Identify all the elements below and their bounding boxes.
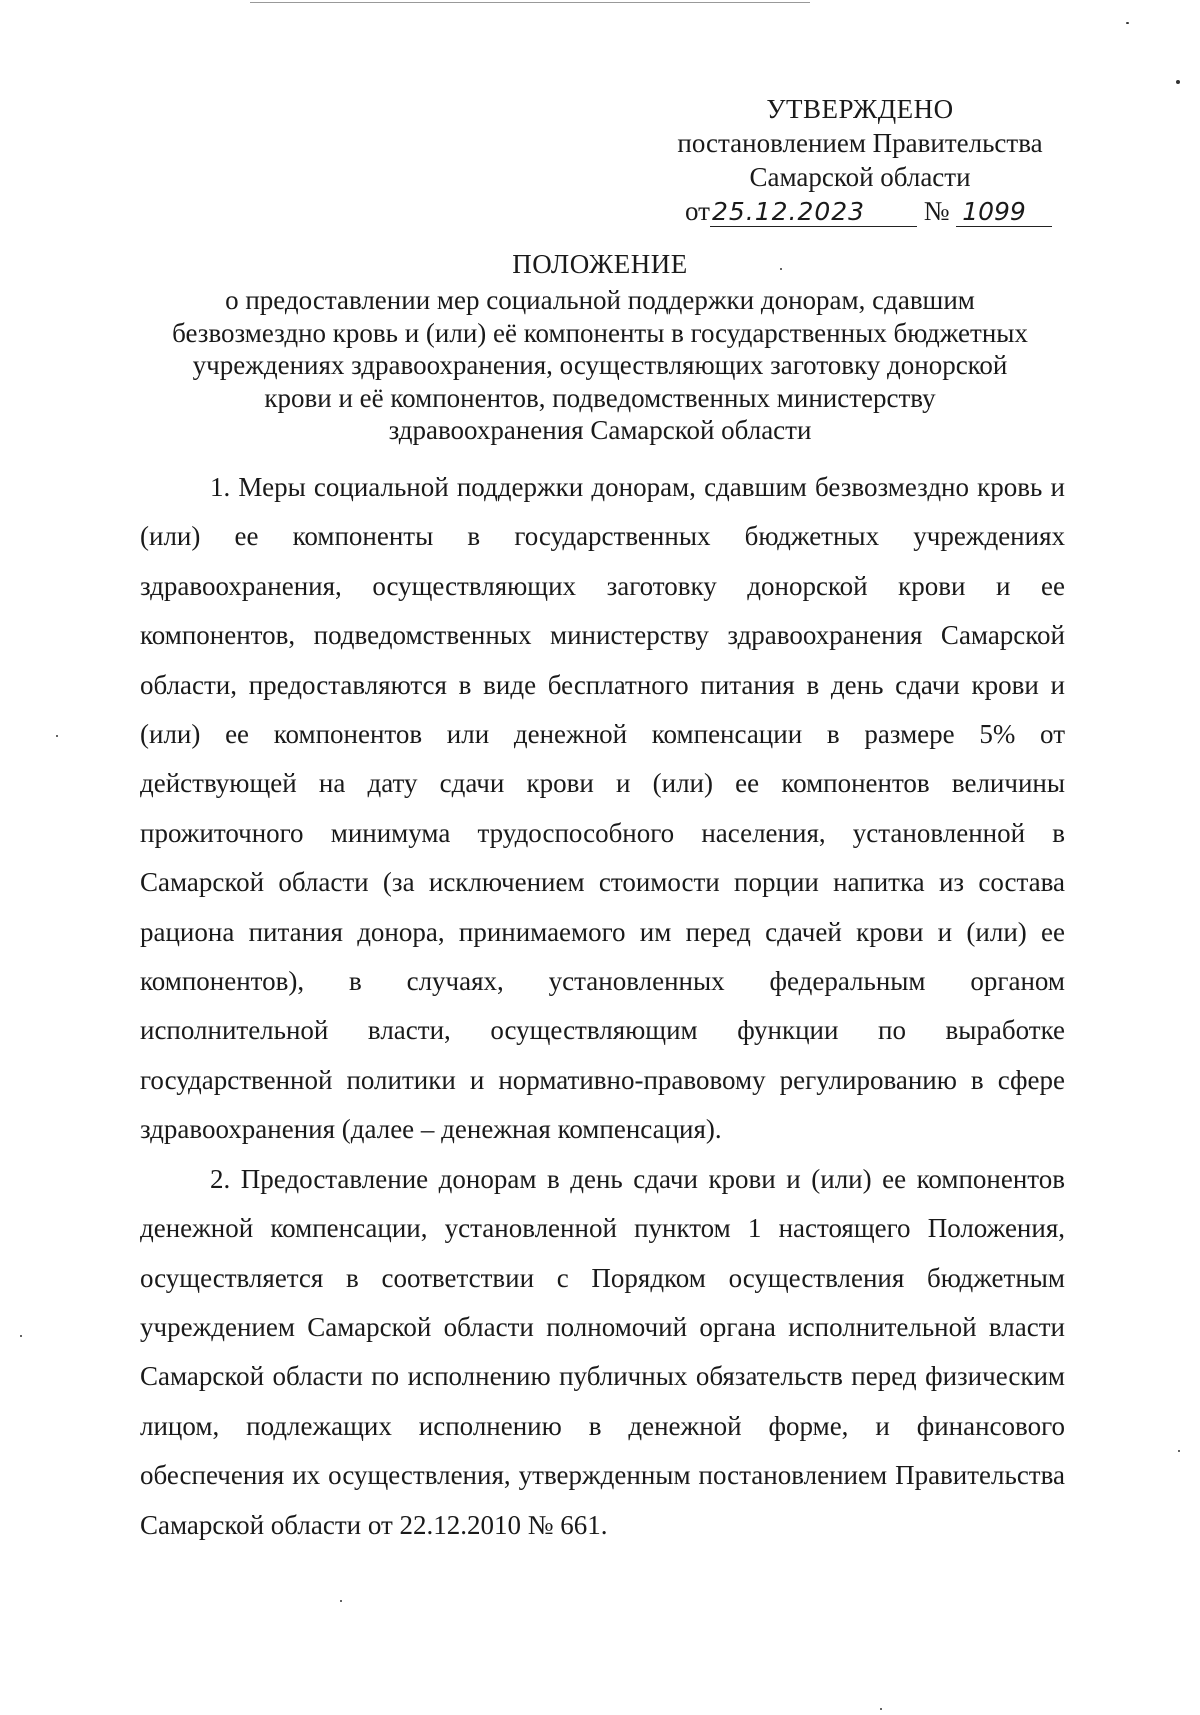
paragraph-1: 1. Меры социальной поддержки донорам, сдавшим безвозмездно кровь и (или) ее компоненты в государственных бюджетных учреждениях здравоохранения, осуществляющих заготовку донорской крови и ее компонентов, подведомственных министерству здравоохранения Самарской области, предоставляются в виде бесплатного питания в день сдачи крови и (или) ее компонентов или денежной компенсации в размере 5% от действующей на дату сдачи крови и (или) ее компонентов величины прожиточного минимума трудоспособного населения, установленной в Самарской области (за исключением стоимости порции напитка из состава рациона питания донора, принимаемого им перед сдачей крови и (или) ее компонентов), в случаях, установленных федеральным органом исполнительной власти, осуществляющим функции по выработке государственной политики и нормативно-правовому регулированию в сфере здравоохранения (далее – денежная компенсация). xyxy=(140,472,1065,1145)
approval-title: УТВЕРЖДЕНО xyxy=(766,94,954,124)
document-subtitle xyxy=(130,284,1070,447)
scan-speck xyxy=(1126,22,1129,24)
scan-artifact xyxy=(250,2,810,3)
date-prefix: от xyxy=(685,196,710,226)
scan-speck xyxy=(1178,1450,1180,1452)
approval-stamp xyxy=(640,92,1080,228)
subtitle-line: крови и её компонентов, подведомственных министерству xyxy=(264,382,936,413)
approval-issuer: постановлением Правительства xyxy=(677,128,1043,158)
scan-speck xyxy=(880,1708,882,1710)
scan-speck xyxy=(340,1600,342,1602)
paragraph-2: 2. Предоставление донорам в день сдачи крови и (или) ее компонентов денежной компенсации, установленной пунктом 1 настоящего Положения, осуществляется в соответствии с Порядком осуществления бюджетным учреждением Самарской области полномочий органа исполнительной власти Самарской области по исполнению публичных обязательств перед физическим лицом, подлежащих исполнению в денежной форме, и финансового обеспечения их осуществления, утвержденным постановлением Правительства Самарской области от 22.12.2010 № 661. xyxy=(140,1163,1065,1540)
scan-speck xyxy=(20,1335,22,1337)
number-prefix: № xyxy=(923,196,950,226)
handwritten-number: 1099 xyxy=(956,198,1052,227)
scan-speck xyxy=(1176,80,1180,84)
subtitle-line: учреждениях здравоохранения, осуществляющих заготовку донорской xyxy=(192,350,1008,380)
subtitle-line: о предоставлении мер социальной поддержки донорам, сдавшим xyxy=(225,285,975,315)
scan-speck xyxy=(780,268,782,270)
approval-date-number xyxy=(640,194,1080,228)
subtitle-line: безвозмездно кровь и (или) её компоненты в государственных бюджетных xyxy=(172,317,1028,348)
scan-speck xyxy=(56,735,58,737)
document-title: ПОЛОЖЕНИЕ xyxy=(512,249,688,279)
approval-region: Самарской области xyxy=(749,162,971,192)
handwritten-date: 25.12.2023 xyxy=(710,198,917,227)
subtitle-line: здравоохранения Самарской области xyxy=(388,415,812,445)
document-body xyxy=(140,463,1065,1550)
